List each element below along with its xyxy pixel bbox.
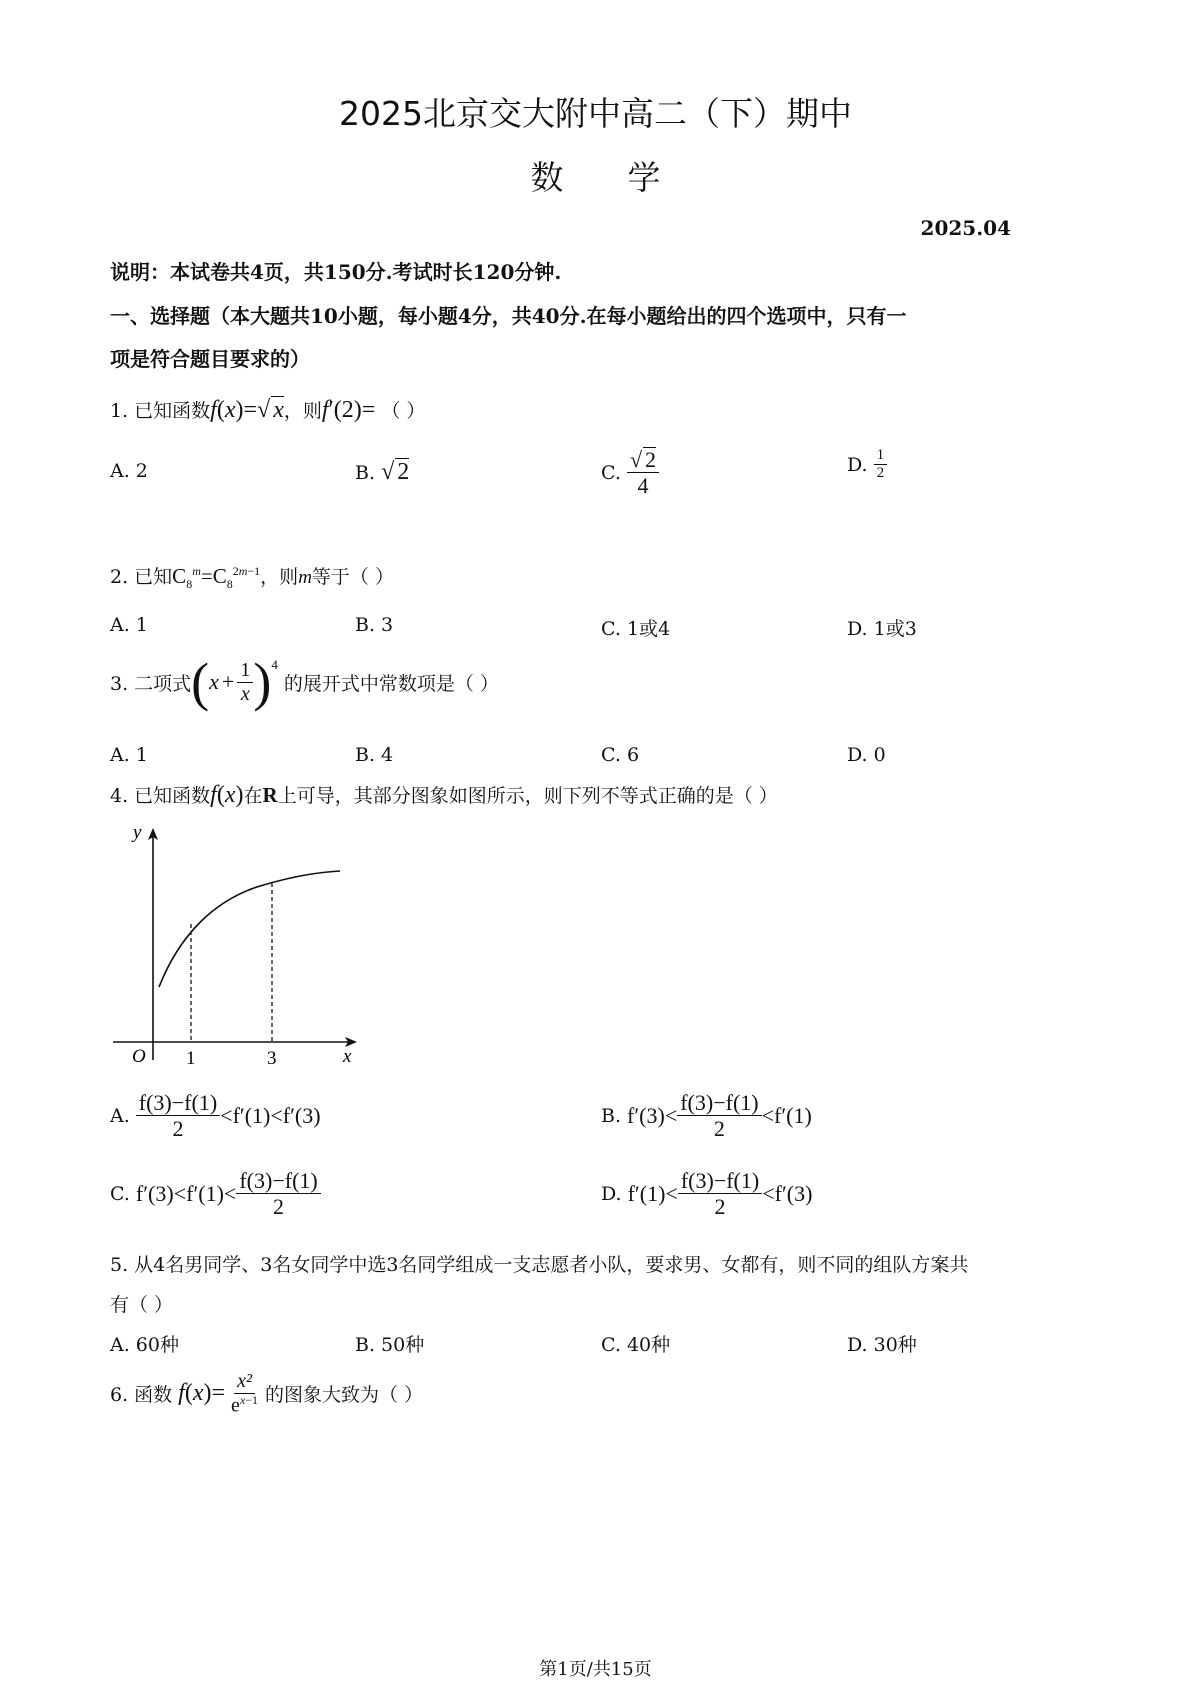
q2-option-d[interactable]: D. 1或3: [847, 618, 917, 640]
q2-option-c[interactable]: C. 1或4: [601, 618, 671, 640]
q3-option-c[interactable]: C. 6: [601, 744, 640, 766]
question-3: [110, 652, 499, 712]
q4-option-c[interactable]: [110, 1168, 321, 1220]
q1-option-d-fraction: $\frac{1}{2}$: [874, 447, 888, 483]
q6-suffix: 的图象大致为（ ）: [265, 1384, 424, 1407]
q3-paren-right: ): [253, 652, 272, 712]
q3-exponent: 4: [271, 657, 278, 672]
q3-option-d[interactable]: D. 0: [847, 744, 886, 766]
curve: [159, 871, 340, 987]
q4-b-left: f′(3)<: [627, 1102, 678, 1128]
q2-option-a[interactable]: A. 1: [110, 614, 148, 636]
section-heading-line1: 一、选择题（本大题共10小题，每小题4分，共40分.在每小题给出的四个选项中，只有一: [110, 304, 907, 328]
q1-suffix: （ ）: [381, 400, 426, 422]
q4-b-fraction: $\frac{f(3)-f(1)}{2}$: [677, 1090, 761, 1142]
q4-option-a-label: A.: [110, 1104, 130, 1127]
exam-date: 2025.04: [920, 216, 1011, 240]
q3-suffix: 的展开式中常数项是（ ）: [283, 672, 499, 695]
x-label: x: [343, 1046, 352, 1067]
q6-prefix: 6. 函数: [110, 1384, 173, 1407]
q4-option-d[interactable]: [601, 1168, 812, 1220]
q2-suffix: 等于（ ）: [311, 566, 394, 588]
origin-label: O: [132, 1046, 146, 1067]
q5-option-c[interactable]: C. 40种: [601, 1334, 671, 1356]
q2-option-b[interactable]: B. 3: [355, 614, 394, 636]
q3-fraction: $\frac{1}{x}$: [237, 659, 253, 706]
q1-derivative: f′(2)=: [321, 397, 376, 423]
question-2: [110, 562, 394, 592]
q5-option-a[interactable]: A. 60种: [110, 1334, 179, 1356]
q1-option-d[interactable]: [847, 447, 887, 483]
page-footer: 第1页/共15页: [539, 1659, 652, 1680]
q4-b-right: <f′(1): [761, 1102, 812, 1128]
q1-function: f(x)=√ x: [210, 397, 284, 423]
q4-option-b[interactable]: [601, 1090, 812, 1142]
q4-a-fraction: $\frac{f(3)-f(1)}{2}$: [136, 1090, 220, 1142]
q1-mid: ，则: [283, 400, 322, 422]
q1-option-c[interactable]: [601, 447, 659, 499]
q1-option-b-value: √ 2: [381, 459, 410, 485]
exam-title: 2025北京交大附中高二（下）期中: [339, 94, 852, 133]
q3-plus: +: [221, 669, 235, 694]
q3-paren-left: (: [191, 652, 210, 712]
q1-option-d-label: D.: [847, 453, 868, 476]
section-heading-line2: 项是符合题目要求的）: [110, 347, 310, 371]
q4-option-a[interactable]: [110, 1090, 321, 1142]
q4-d-fraction: $\frac{f(3)-f(1)}{2}$: [678, 1168, 762, 1220]
q4-option-d-label: D.: [601, 1182, 622, 1205]
q1-option-b[interactable]: [355, 458, 409, 486]
q4-real-set: R: [262, 783, 278, 807]
instructions: 说明：本试卷共4页，共150分.考试时长120分钟.: [110, 260, 562, 284]
q5-option-b[interactable]: B. 50种: [355, 1334, 425, 1356]
q4-option-c-label: C.: [110, 1182, 130, 1205]
y-label: y: [133, 822, 142, 843]
q1-prefix: 1. 已知函数: [110, 400, 211, 422]
q4-option-b-label: B.: [601, 1104, 622, 1127]
tick-label-1: 1: [186, 1048, 196, 1069]
question-6: [110, 1370, 423, 1418]
q2-combination: $C_8^m=C_8^{2m-1}$: [172, 564, 261, 592]
q1-option-a[interactable]: A. 2: [110, 460, 148, 482]
q5-option-d[interactable]: D. 30种: [847, 1334, 917, 1356]
q4-a-rest: <f′(1)<f′(3): [220, 1102, 321, 1128]
q4-mid: 在: [243, 785, 263, 807]
q3-option-b[interactable]: B. 4: [355, 744, 394, 766]
q3-x: x: [209, 669, 219, 694]
q1-option-c-fraction: $\frac{√ 2}{4}$: [627, 447, 659, 499]
q4-d-left: f′(1)<: [627, 1180, 678, 1206]
q2-variable: m: [298, 567, 312, 588]
question-1: [110, 396, 425, 424]
question-4: [110, 781, 778, 809]
q4-function-graph: [105, 822, 365, 1072]
q6-fraction: $\frac{\text{x²}}{e^{x-1}}$: [231, 1370, 259, 1417]
q1-option-b-label: B.: [355, 462, 376, 484]
q4-prefix: 4. 已知函数: [110, 785, 211, 807]
question-5-line2: 有（ ）: [110, 1294, 174, 1316]
tick-label-3: 3: [267, 1048, 277, 1069]
q4-c-fraction: $\frac{f(3)-f(1)}{2}$: [236, 1168, 320, 1220]
q4-suffix: 上可导，其部分图象如图所示，则下列不等式正确的是（ ）: [277, 785, 778, 807]
q4-c-left: f′(3)<f′(1)<: [135, 1180, 237, 1206]
question-5-line1: 5. 从4名男同学、3名女同学中选3名同学组成一支志愿者小队，要求男、女都有，则不同的组队方案共: [110, 1254, 969, 1276]
q2-mid: ，则: [260, 566, 299, 588]
q6-function: f(x)=: [178, 1380, 226, 1407]
q2-prefix: 2. 已知: [110, 566, 173, 588]
q1-option-c-label: C.: [601, 461, 621, 484]
exam-subject: 数学: [530, 158, 725, 197]
q4-function: f(x): [210, 782, 244, 808]
q3-prefix: 3. 二项式: [110, 672, 192, 695]
q3-option-a[interactable]: A. 1: [110, 744, 148, 766]
q4-d-right: <f′(3): [762, 1180, 813, 1206]
